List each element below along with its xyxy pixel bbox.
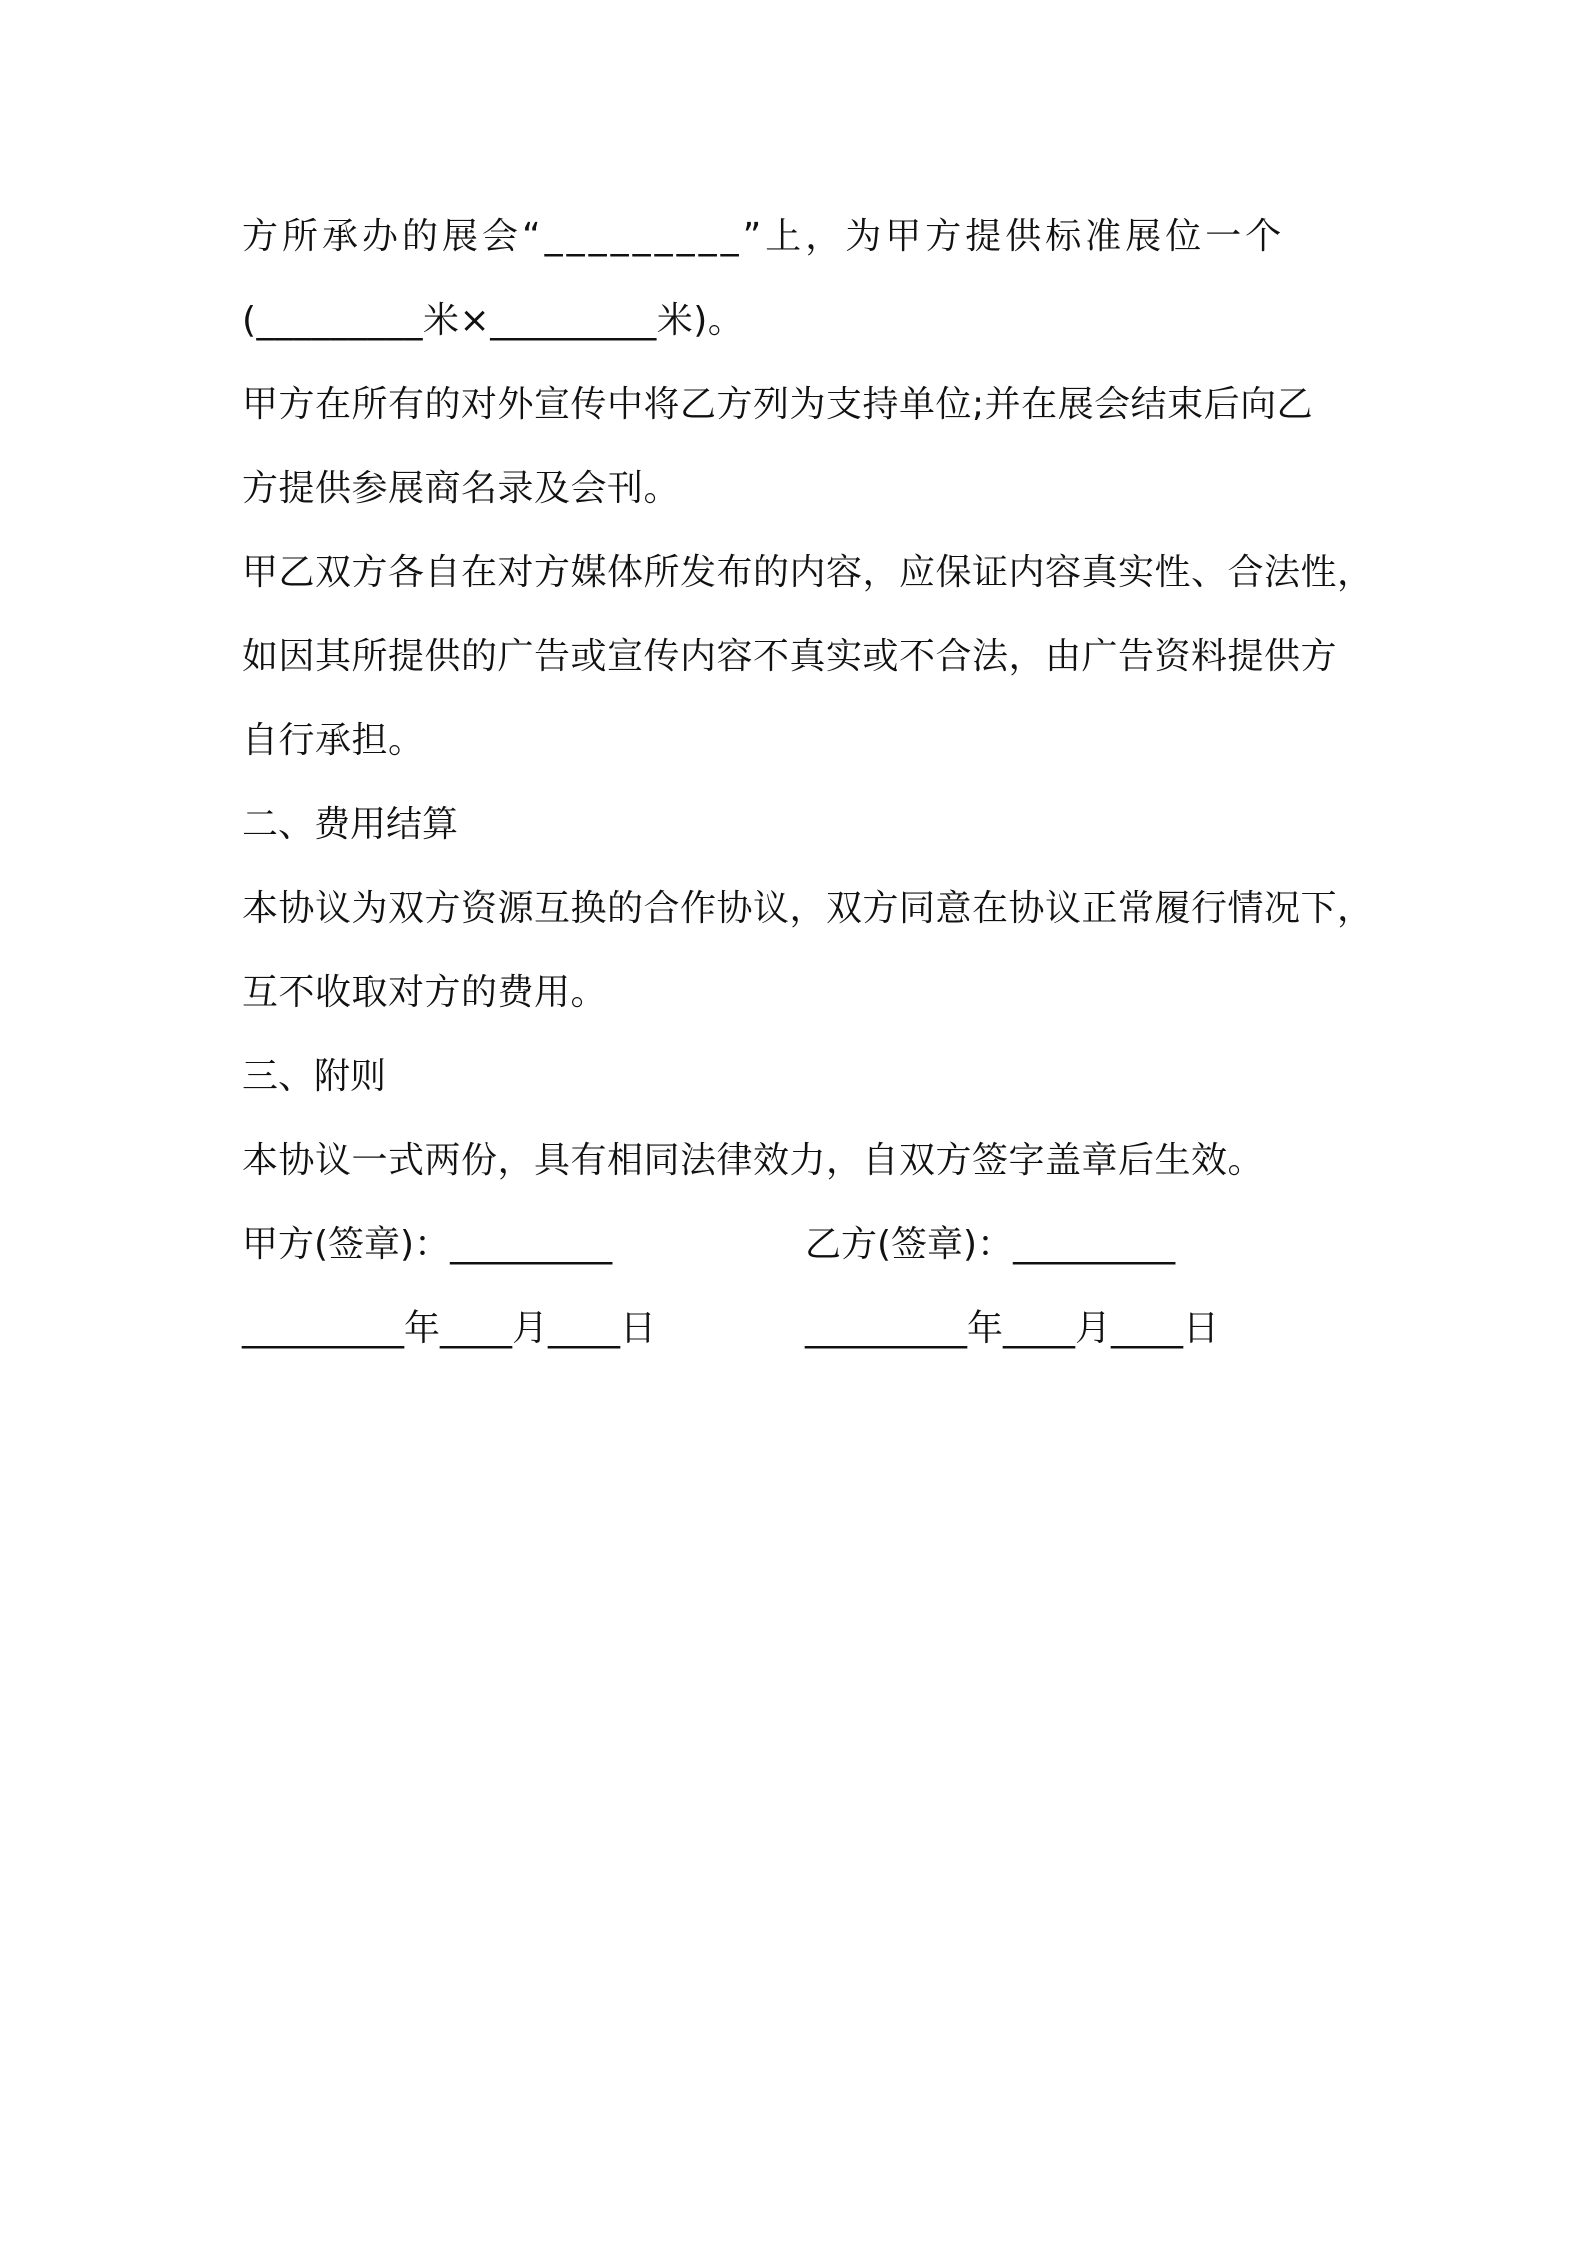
paragraph-line: 本协议为双方资源互换的合作协议，双方同意在协议正常履行情况下， <box>242 888 1374 929</box>
section-heading-appendix: 三、附则 <box>242 1056 387 1097</box>
paragraph-line: 甲乙双方各自在对方媒体所发布的内容，应保证内容真实性、合法性， <box>242 552 1374 593</box>
party-a-date: _________年____月____日 <box>242 1308 656 1349</box>
date-row <box>242 1287 1372 1371</box>
party-b-signature: 乙方(签章)：_________ <box>805 1224 1176 1265</box>
party-a-signature: 甲方(签章)：_________ <box>242 1224 613 1265</box>
paragraph-line: 本协议一式两份，具有相同法律效力，自双方签字盖章后生效。 <box>242 1140 1265 1181</box>
paragraph-line: 互不收取对方的费用。 <box>242 972 608 1013</box>
party-b-date: _________年____月____日 <box>805 1308 1219 1349</box>
paragraph-line: 如因其所提供的广告或宣传内容不真实或不合法，由广告资料提供方 <box>242 636 1338 677</box>
section-heading-fees: 二、费用结算 <box>242 804 459 845</box>
signature-row <box>242 1203 1372 1287</box>
paragraph-line: 甲方在所有的对外宣传中将乙方列为支持单位;并在展会结束后向乙 <box>242 384 1314 425</box>
paragraph-line: 自行承担。 <box>242 720 425 761</box>
paragraph-line: 方所承办的展会“_________”上，为甲方提供标准展位一个 <box>242 216 1286 257</box>
document-body <box>242 195 1372 1371</box>
paragraph-line: 方提供参展商名录及会刊。 <box>242 468 681 509</box>
paragraph-line: (_________米×_________米)。 <box>242 300 745 341</box>
